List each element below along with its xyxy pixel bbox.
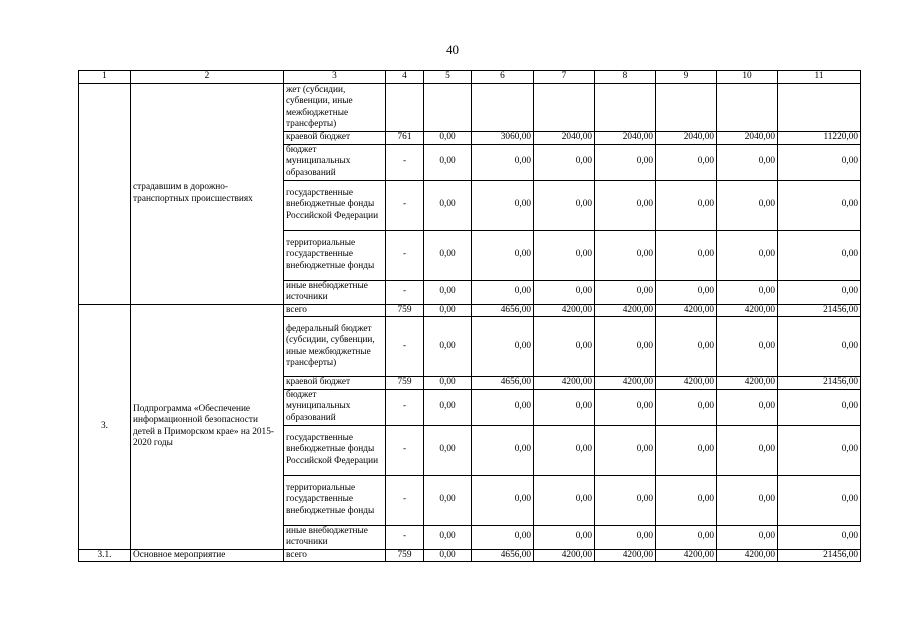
value-cell: 0,00 [656,280,717,304]
value-cell: 4200,00 [717,304,778,317]
header-cell: 11 [778,71,861,84]
value-cell: 4200,00 [717,549,778,562]
header-cell: 5 [424,71,472,84]
value-cell: 4656,00 [472,377,534,390]
value-cell: 2040,00 [656,132,717,145]
header-cell: 3 [284,71,386,84]
value-cell: 0,00 [424,475,472,525]
header-cell: 7 [534,71,595,84]
value-cell: 0,00 [717,475,778,525]
value-cell: 0,00 [472,317,534,377]
value-cell: - [386,230,424,280]
value-cell: - [386,317,424,377]
value-cell: 0,00 [595,180,656,230]
value-cell: 0,00 [595,389,656,425]
funding-source-cell: иные внебюджетные источники [284,280,386,304]
funding-source-cell: федеральный бюджет (субсидии, субвенции, иные межбюджетные трансферты) [284,317,386,377]
row-number-cell [79,84,131,305]
funding-source-cell: территориальные государственные внебюджетные фонды [284,230,386,280]
header-cell: 9 [656,71,717,84]
header-row [79,71,861,84]
funding-source-cell: краевой бюджет [284,377,386,390]
value-cell: 4200,00 [595,549,656,562]
funding-source-cell: государственные внебюджетные фонды Российской Федерации [284,425,386,475]
row-number-cell: 3. [79,304,131,549]
value-cell: 0,00 [778,317,861,377]
value-cell [386,84,424,132]
value-cell: - [386,425,424,475]
value-cell: 0,00 [778,475,861,525]
value-cell: 0,00 [534,180,595,230]
value-cell: 0,00 [595,525,656,549]
value-cell: 0,00 [534,144,595,180]
header-cell: 6 [472,71,534,84]
value-cell: 11220,00 [778,132,861,145]
value-cell: 0,00 [424,525,472,549]
value-cell: 0,00 [595,425,656,475]
value-cell: 0,00 [595,144,656,180]
value-cell [717,84,778,132]
value-cell: 0,00 [656,144,717,180]
value-cell: 21456,00 [778,377,861,390]
value-cell: 759 [386,549,424,562]
funding-source-cell: краевой бюджет [284,132,386,145]
value-cell: 4200,00 [656,549,717,562]
funding-source-cell: бюджет муниципальных образований [284,389,386,425]
value-cell: 0,00 [472,475,534,525]
value-cell: 21456,00 [778,549,861,562]
funding-source-cell: иные внебюджетные источники [284,525,386,549]
header-cell: 8 [595,71,656,84]
value-cell: 4200,00 [534,377,595,390]
value-cell: 4200,00 [717,377,778,390]
value-cell: 0,00 [472,280,534,304]
value-cell: 0,00 [534,525,595,549]
row-number-cell: 3.1. [79,549,131,562]
value-cell: 759 [386,377,424,390]
value-cell: 4200,00 [595,377,656,390]
value-cell: 0,00 [778,525,861,549]
funding-source-cell: всего [284,549,386,562]
value-cell: - [386,180,424,230]
value-cell: 0,00 [656,180,717,230]
value-cell: 0,00 [717,230,778,280]
value-cell: - [386,144,424,180]
value-cell: 0,00 [778,144,861,180]
value-cell: 0,00 [424,230,472,280]
value-cell: 0,00 [424,132,472,145]
page-number: 40 [446,42,459,57]
value-cell [778,84,861,132]
value-cell: 0,00 [534,280,595,304]
program-name-cell: страдавшим в дорожно-транспортных происшествиях [131,84,284,305]
value-cell: 0,00 [534,389,595,425]
value-cell: 0,00 [534,230,595,280]
funding-source-cell: территориальные государственные внебюджетные фонды [284,475,386,525]
value-cell: 0,00 [472,230,534,280]
value-cell: 0,00 [778,389,861,425]
value-cell: 0,00 [717,425,778,475]
value-cell: 0,00 [534,317,595,377]
value-cell: 0,00 [656,389,717,425]
value-cell: 0,00 [424,549,472,562]
value-cell: 4200,00 [656,304,717,317]
value-cell: 0,00 [656,425,717,475]
value-cell: 0,00 [595,317,656,377]
header-cell: 10 [717,71,778,84]
value-cell: 0,00 [424,144,472,180]
value-cell: 2040,00 [717,132,778,145]
value-cell: 2040,00 [534,132,595,145]
header-cell: 2 [131,71,284,84]
funding-source-cell: бюджет муниципальных образований [284,144,386,180]
value-cell: 0,00 [717,317,778,377]
value-cell [656,84,717,132]
budget-table [78,70,861,562]
value-cell: 0,00 [424,180,472,230]
value-cell: 0,00 [717,525,778,549]
value-cell [472,84,534,132]
value-cell: 0,00 [656,317,717,377]
value-cell: 759 [386,304,424,317]
value-cell: 0,00 [595,475,656,525]
value-cell [595,84,656,132]
value-cell [534,84,595,132]
value-cell: 4200,00 [534,304,595,317]
value-cell: 4656,00 [472,549,534,562]
value-cell: 0,00 [472,144,534,180]
value-cell: - [386,475,424,525]
value-cell: - [386,525,424,549]
value-cell: 0,00 [717,389,778,425]
value-cell: 0,00 [656,525,717,549]
header-cell: 1 [79,71,131,84]
value-cell: 0,00 [534,425,595,475]
value-cell: 4200,00 [656,377,717,390]
value-cell: 0,00 [778,230,861,280]
header-cell: 4 [386,71,424,84]
value-cell [424,84,472,132]
value-cell: 0,00 [717,144,778,180]
value-cell: 0,00 [424,317,472,377]
program-name-cell: Подпрограмма «Обеспечение информационной безопасности детей в Приморском крае» на 2015-2020 годы [131,304,284,549]
value-cell: 0,00 [424,389,472,425]
value-cell: 0,00 [424,425,472,475]
value-cell: 0,00 [534,475,595,525]
funding-source-cell: жет (субсидии, субвенции, иные межбюджетные трансферты) [284,84,386,132]
value-cell: 21456,00 [778,304,861,317]
value-cell: - [386,280,424,304]
table-row [79,549,861,562]
value-cell: 0,00 [656,230,717,280]
value-cell: 0,00 [778,425,861,475]
value-cell: 0,00 [778,180,861,230]
value-cell: 4200,00 [534,549,595,562]
value-cell: 0,00 [472,389,534,425]
funding-source-cell: государственные внебюджетные фонды Российской Федерации [284,180,386,230]
value-cell: 761 [386,132,424,145]
value-cell: 4656,00 [472,304,534,317]
value-cell: 0,00 [472,180,534,230]
value-cell: 0,00 [424,377,472,390]
value-cell: 0,00 [778,280,861,304]
value-cell: 0,00 [717,180,778,230]
program-name-cell: Основное мероприятие [131,549,284,562]
value-cell: 0,00 [472,425,534,475]
value-cell: 0,00 [595,230,656,280]
table-row [79,84,861,132]
value-cell: 0,00 [424,280,472,304]
value-cell: 0,00 [656,475,717,525]
value-cell: 4200,00 [595,304,656,317]
value-cell: 0,00 [424,304,472,317]
table-body [79,71,861,562]
value-cell: 0,00 [717,280,778,304]
value-cell: 3060,00 [472,132,534,145]
value-cell: 0,00 [472,525,534,549]
value-cell: - [386,389,424,425]
value-cell: 2040,00 [595,132,656,145]
value-cell: 0,00 [595,280,656,304]
funding-source-cell: всего [284,304,386,317]
table-row [79,304,861,317]
